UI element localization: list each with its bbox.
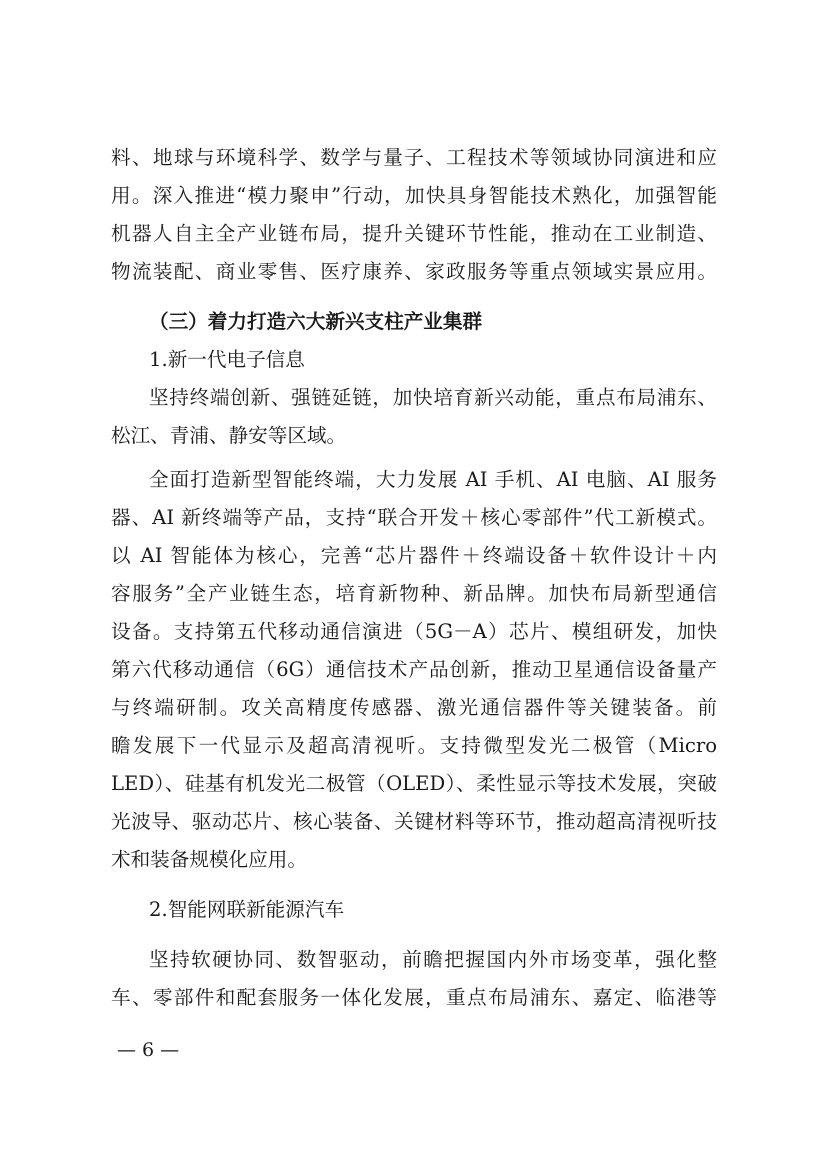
body-text-line: LED）、硅基有机发光二极管（OLED）、柔性显示等技术发展，突破 xyxy=(111,772,717,795)
body-text-line: 用。深入推进“模力聚申”行动，加快具身智能技术熟化，加强智能 xyxy=(111,184,717,207)
body-text-line: 光波导、驱动芯片、核心装备、关键材料等环节，推动超高清视听技 xyxy=(111,810,717,833)
body-text-line: 机器人自主全产业链布局，提升关键环节性能，推动在工业制造、 xyxy=(111,222,717,245)
body-text-line: 料、地球与环境科学、数学与量子、工程技术等领域协同演进和应 xyxy=(111,146,717,169)
body-text-line: 第六代移动通信（6G）通信技术产品创新，推动卫星通信设备量产 xyxy=(111,658,717,681)
subsection-heading: 1.新一代电子信息 xyxy=(149,348,305,371)
subsection-heading: 2.智能网联新能源汽车 xyxy=(149,898,345,921)
body-text-line: 与终端研制。攻关高精度传感器、激光通信器件等关键装备。前 xyxy=(111,696,717,719)
page-number: — 6 — xyxy=(117,1039,180,1061)
body-text-line: 车、零部件和配套服务一体化发展，重点布局浦东、嘉定、临港等 xyxy=(111,986,717,1009)
body-text-line: 术和装备规模化应用。 xyxy=(111,848,307,871)
body-text-line: 以 AI 智能体为核心，完善“芯片器件＋终端设备＋软件设计＋内 xyxy=(111,544,717,567)
paragraph-first-line: 全面打造新型智能终端，大力发展 AI 手机、AI 电脑、AI 服务 xyxy=(149,468,717,491)
body-text-line: 松江、青浦、静安等区域。 xyxy=(111,424,347,447)
paragraph-first-line: 坚持软硬协同、数智驱动，前瞻把握国内外市场变革，强化整 xyxy=(149,948,717,971)
body-text-line: 物流装配、商业零售、医疗康养、家政服务等重点领域实景应用。 xyxy=(111,260,717,283)
body-text-line: 瞻发展下一代显示及超高清视听。支持微型发光二极管（Micro xyxy=(111,734,717,757)
body-text-line: 设备。支持第五代移动通信演进（5G－A）芯片、模组研发，加快 xyxy=(111,620,717,643)
paragraph-first-line: 坚持终端创新、强链延链，加快培育新兴动能，重点布局浦东、 xyxy=(149,386,717,409)
body-text-line: 器、AI 新终端等产品，支持“联合开发＋核心零部件”代工新模式。 xyxy=(111,506,717,529)
body-text-line: 容服务”全产业链生态，培育新物种、新品牌。加快布局新型通信 xyxy=(111,582,717,605)
section-heading: （三）着力打造六大新兴支柱产业集群 xyxy=(149,310,483,333)
